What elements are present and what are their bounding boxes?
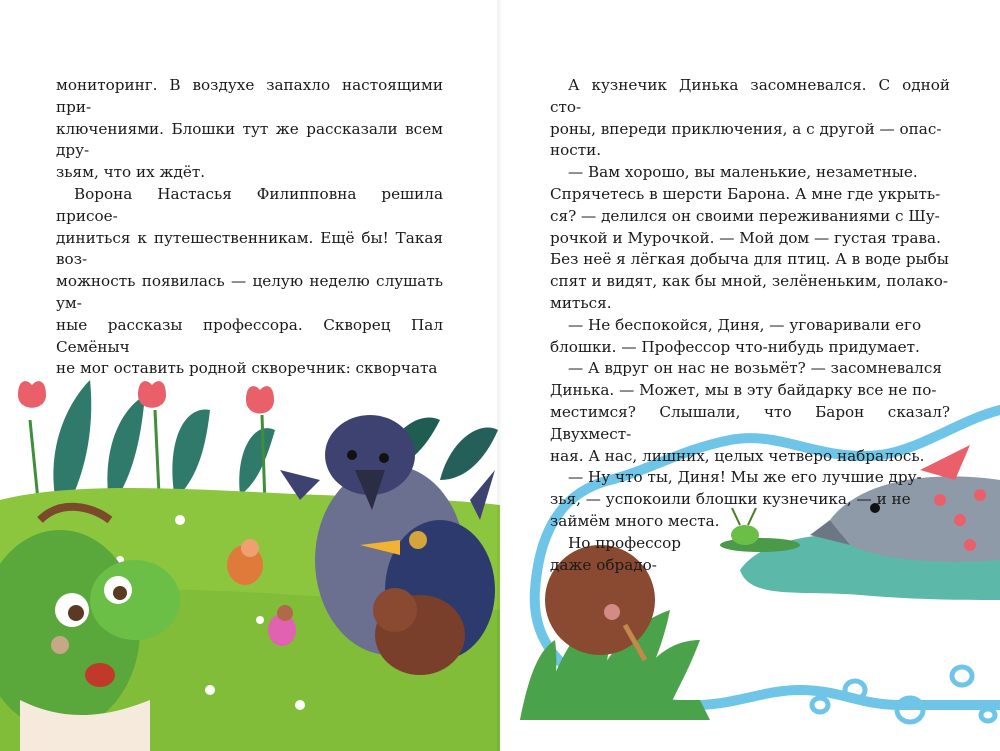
text-line: ключениями. Блошки тут же рассказали всем дру- bbox=[56, 119, 443, 160]
text-line: — Не беспокойся, Диня, — уговаривали его bbox=[568, 315, 922, 334]
text-line: зьям, что их ждёт. bbox=[56, 163, 206, 182]
text-line: местимся? Слышали, что Барон сказал? Двухмест- bbox=[550, 402, 950, 443]
text-line: спят и видят, как бы мной, зелёненьким, полако- bbox=[550, 272, 949, 291]
text-line: зья, — успокоили блошки кузнечика, — и не bbox=[550, 490, 911, 509]
text-line: мониторинг. В воздухе запахло настоящими при- bbox=[56, 76, 443, 116]
right-page-text bbox=[550, 75, 950, 576]
text-line: Ворона Настасья Филипповна решила присое- bbox=[56, 184, 443, 225]
text-line: блошки. — Профессор что-нибудь придумает. bbox=[550, 337, 920, 356]
text-line: ные рассказы профессора. Скворец Пал Семёныч bbox=[56, 315, 443, 356]
text-line: ся? — делился он своими переживаниями с Шу- bbox=[550, 206, 940, 225]
text-line: ности. bbox=[550, 141, 602, 160]
text-line: ная. А нас, лишних, целых четверо набралось. bbox=[550, 446, 925, 465]
right-page bbox=[500, 0, 1000, 751]
text-line: Динька. — Может, мы в эту байдарку все не по- bbox=[550, 381, 937, 400]
text-line: роны, впереди приключения, а с другой — опас- bbox=[550, 119, 942, 138]
text-line: — Вам хорошо, вы маленькие, незаметные. bbox=[568, 163, 918, 182]
text-line: Без неё я лёгкая добыча для птиц. А в воде рыбы bbox=[550, 250, 949, 269]
text-line: даже обрадо- bbox=[550, 555, 657, 574]
text-line: займём много места. bbox=[550, 511, 720, 530]
text-line: А кузнечик Динька засомневался. С одной сто- bbox=[550, 76, 950, 116]
text-line: миться. bbox=[550, 293, 612, 312]
text-line: не мог оставить родной скворечник: скворчата bbox=[56, 359, 438, 378]
text-line: Но профессор bbox=[568, 533, 681, 552]
text-line: — Ну что ты, Диня! Мы же его лучшие дру- bbox=[568, 468, 922, 487]
text-line: можность появилась — целую неделю слушать ум- bbox=[56, 272, 443, 312]
text-line: рочкой и Мурочкой. — Мой дом — густая трава. bbox=[550, 228, 941, 247]
text-line: диниться к путешественникам. Ещё бы! Такая воз- bbox=[56, 228, 443, 269]
text-line: Спрячетесь в шерсти Барона. А мне где укрыть- bbox=[550, 184, 941, 203]
text-line: — А вдруг он нас не возьмёт? — засомневался bbox=[568, 359, 942, 378]
